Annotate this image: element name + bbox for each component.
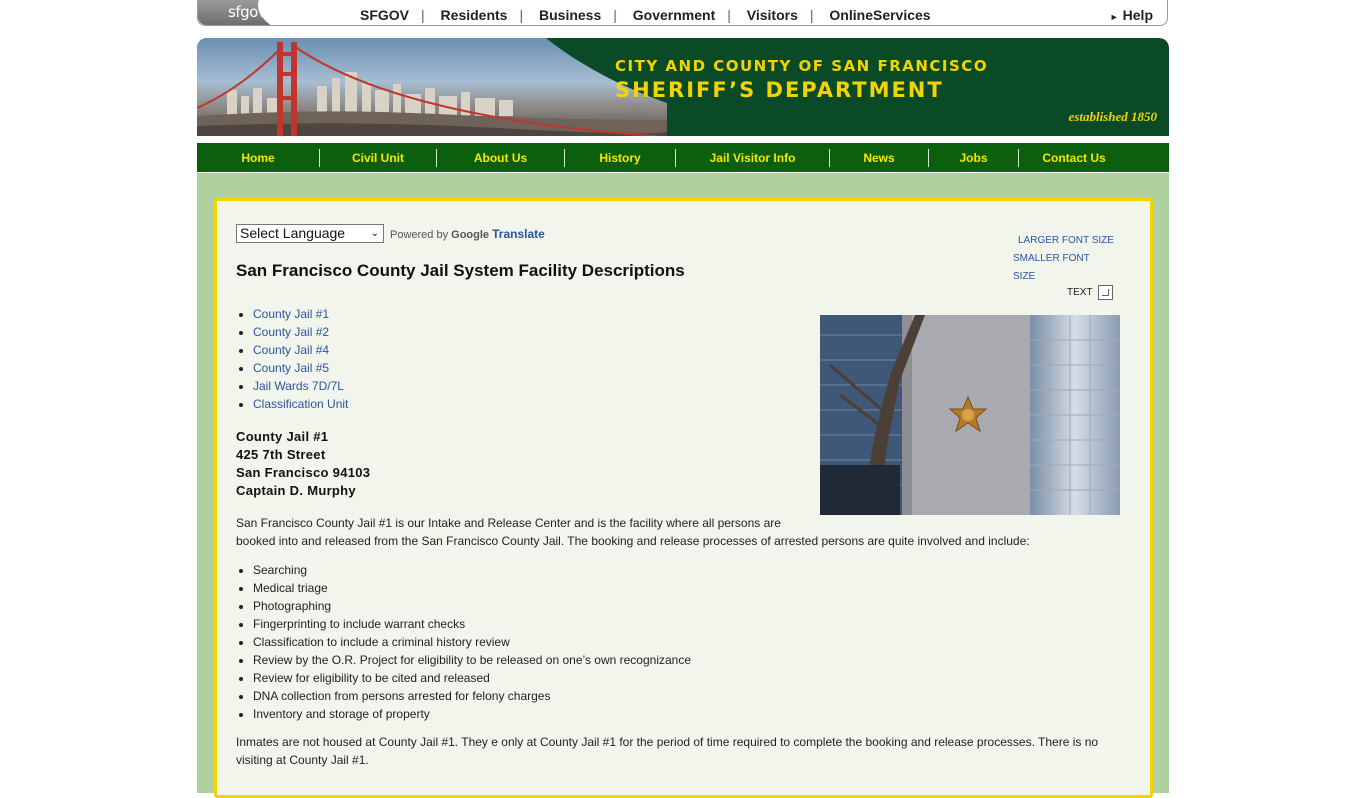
topnav-separator: |	[809, 7, 814, 23]
nav-jobs[interactable]: Jobs	[929, 149, 1019, 167]
topnav-online-services[interactable]: OnlineServices	[829, 7, 931, 23]
nav-home[interactable]: Home	[197, 149, 320, 167]
topnav-visitors[interactable]: Visitors	[746, 7, 798, 23]
facility-street: 425 7th Street	[236, 447, 326, 462]
larger-font-size-link[interactable]: LARGER FONT SIZE	[1018, 235, 1114, 246]
main-nav	[197, 143, 1169, 172]
facility-captain: Captain D. Murphy	[236, 483, 356, 498]
play-arrow-icon: ►	[1109, 12, 1119, 22]
google-logo: Google	[451, 229, 490, 241]
sfgov-top-nav	[348, 7, 943, 23]
sfgov-top-bar	[197, 0, 1168, 26]
smaller-font-size-link-line1[interactable]: SMALLER FONT	[1013, 253, 1090, 264]
topnav-separator: |	[613, 7, 617, 23]
link-county-jail-1[interactable]: County Jail #1	[253, 307, 330, 321]
nav-news[interactable]: News	[830, 149, 929, 167]
banner-sheriff-department-title: SHERIFF’S DEPARTMENT	[615, 78, 944, 102]
topnav-separator: |	[421, 7, 425, 23]
list-item: • DNA collection from persons arrested for felony charges	[253, 687, 691, 705]
topnav-business[interactable]: Business	[539, 7, 602, 23]
intro-paragraph	[236, 514, 1116, 550]
list-item	[253, 377, 348, 395]
topnav-separator: |	[727, 7, 731, 23]
powered-by-label: Powered by	[390, 229, 449, 241]
help-label: Help	[1122, 7, 1153, 23]
nav-civil-unit[interactable]: Civil Unit	[320, 149, 437, 167]
link-county-jail-2[interactable]: County Jail #2	[253, 325, 330, 339]
intro-line-2: booked into and released from the San Francisco County Jail. The booking and release processes of arrested persons are quite involved and include:	[236, 534, 1030, 548]
list-item: • Searching	[253, 561, 691, 579]
topnav-government[interactable]: Government	[632, 7, 716, 23]
topnav-residents[interactable]: Residents	[440, 7, 508, 23]
text-only-link[interactable]	[1067, 285, 1113, 300]
topnav-sfgov[interactable]: SFGOV	[360, 7, 410, 23]
facility-name: County Jail #1	[236, 429, 329, 444]
nav-jail-visitor-info[interactable]: Jail Visitor Info	[676, 149, 830, 167]
nav-about-us[interactable]: About Us	[437, 149, 565, 167]
banner-city-county-title: CITY AND COUNTY OF SAN FRANCISCO	[615, 57, 989, 75]
list-item: • Fingerprinting to include warrant checks	[253, 615, 691, 633]
list-item: • Review for eligibility to be cited and released	[253, 669, 691, 687]
sfgov-logo[interactable]	[198, 0, 336, 25]
list-item: • Classification to include a criminal history review	[253, 633, 691, 651]
list-item	[253, 359, 348, 377]
list-item: • Photographing	[253, 597, 691, 615]
smaller-font-size-link-line2[interactable]: SIZE	[1013, 271, 1036, 282]
list-item: • Review by the O.R. Project for eligibility to be released on one’s own recognizance	[253, 651, 691, 669]
link-county-jail-4[interactable]: County Jail #4	[253, 343, 330, 357]
language-select[interactable]	[236, 224, 384, 243]
facility-links-list	[236, 305, 348, 413]
text-only-label: TEXT	[1067, 287, 1093, 298]
language-select-value: Select Language	[240, 225, 346, 241]
nav-contact-us[interactable]: Contact Us	[1042, 150, 1106, 165]
link-jail-wards[interactable]: Jail Wards 7D/7L	[253, 379, 344, 393]
sfgov-logo-text: sfgov	[228, 3, 267, 21]
booking-process-list	[236, 561, 691, 723]
help-link[interactable]	[1110, 7, 1153, 23]
link-classification-unit[interactable]: Classification Unit	[253, 397, 349, 411]
closing-paragraph: Inmates are not housed at County Jail #1. They e only at County Jail #1 for the period of time required to complete the booking and release processes. There is no visiting at County Jail #1.	[236, 735, 1099, 767]
list-item: • Medical triage	[253, 579, 691, 597]
topnav-separator: |	[519, 7, 524, 23]
google-translate-attribution	[390, 227, 545, 241]
list-item: • Inventory and storage of property	[253, 705, 691, 723]
nav-history[interactable]: History	[565, 149, 676, 167]
list-item	[253, 305, 348, 323]
sheriff-banner	[197, 38, 1169, 136]
facility-address	[236, 428, 370, 500]
banner-established: established 1850	[1068, 109, 1157, 124]
chevron-down-icon: ⌄	[370, 228, 379, 239]
list-item	[253, 323, 348, 341]
list-item	[253, 395, 348, 413]
font-size-controls	[1010, 232, 1120, 286]
page-title: San Francisco County Jail System Facility Descriptions	[236, 261, 685, 280]
intro-line-1: San Francisco County Jail #1 is our Intake and Release Center and is the facility where all persons are	[236, 516, 781, 530]
facility-city: San Francisco 94103	[236, 465, 371, 480]
document-icon	[1098, 285, 1113, 300]
list-item	[253, 341, 348, 359]
link-county-jail-5[interactable]: County Jail #5	[253, 361, 330, 375]
translate-link[interactable]: Translate	[492, 227, 545, 241]
jail-building-photo	[820, 315, 1120, 515]
